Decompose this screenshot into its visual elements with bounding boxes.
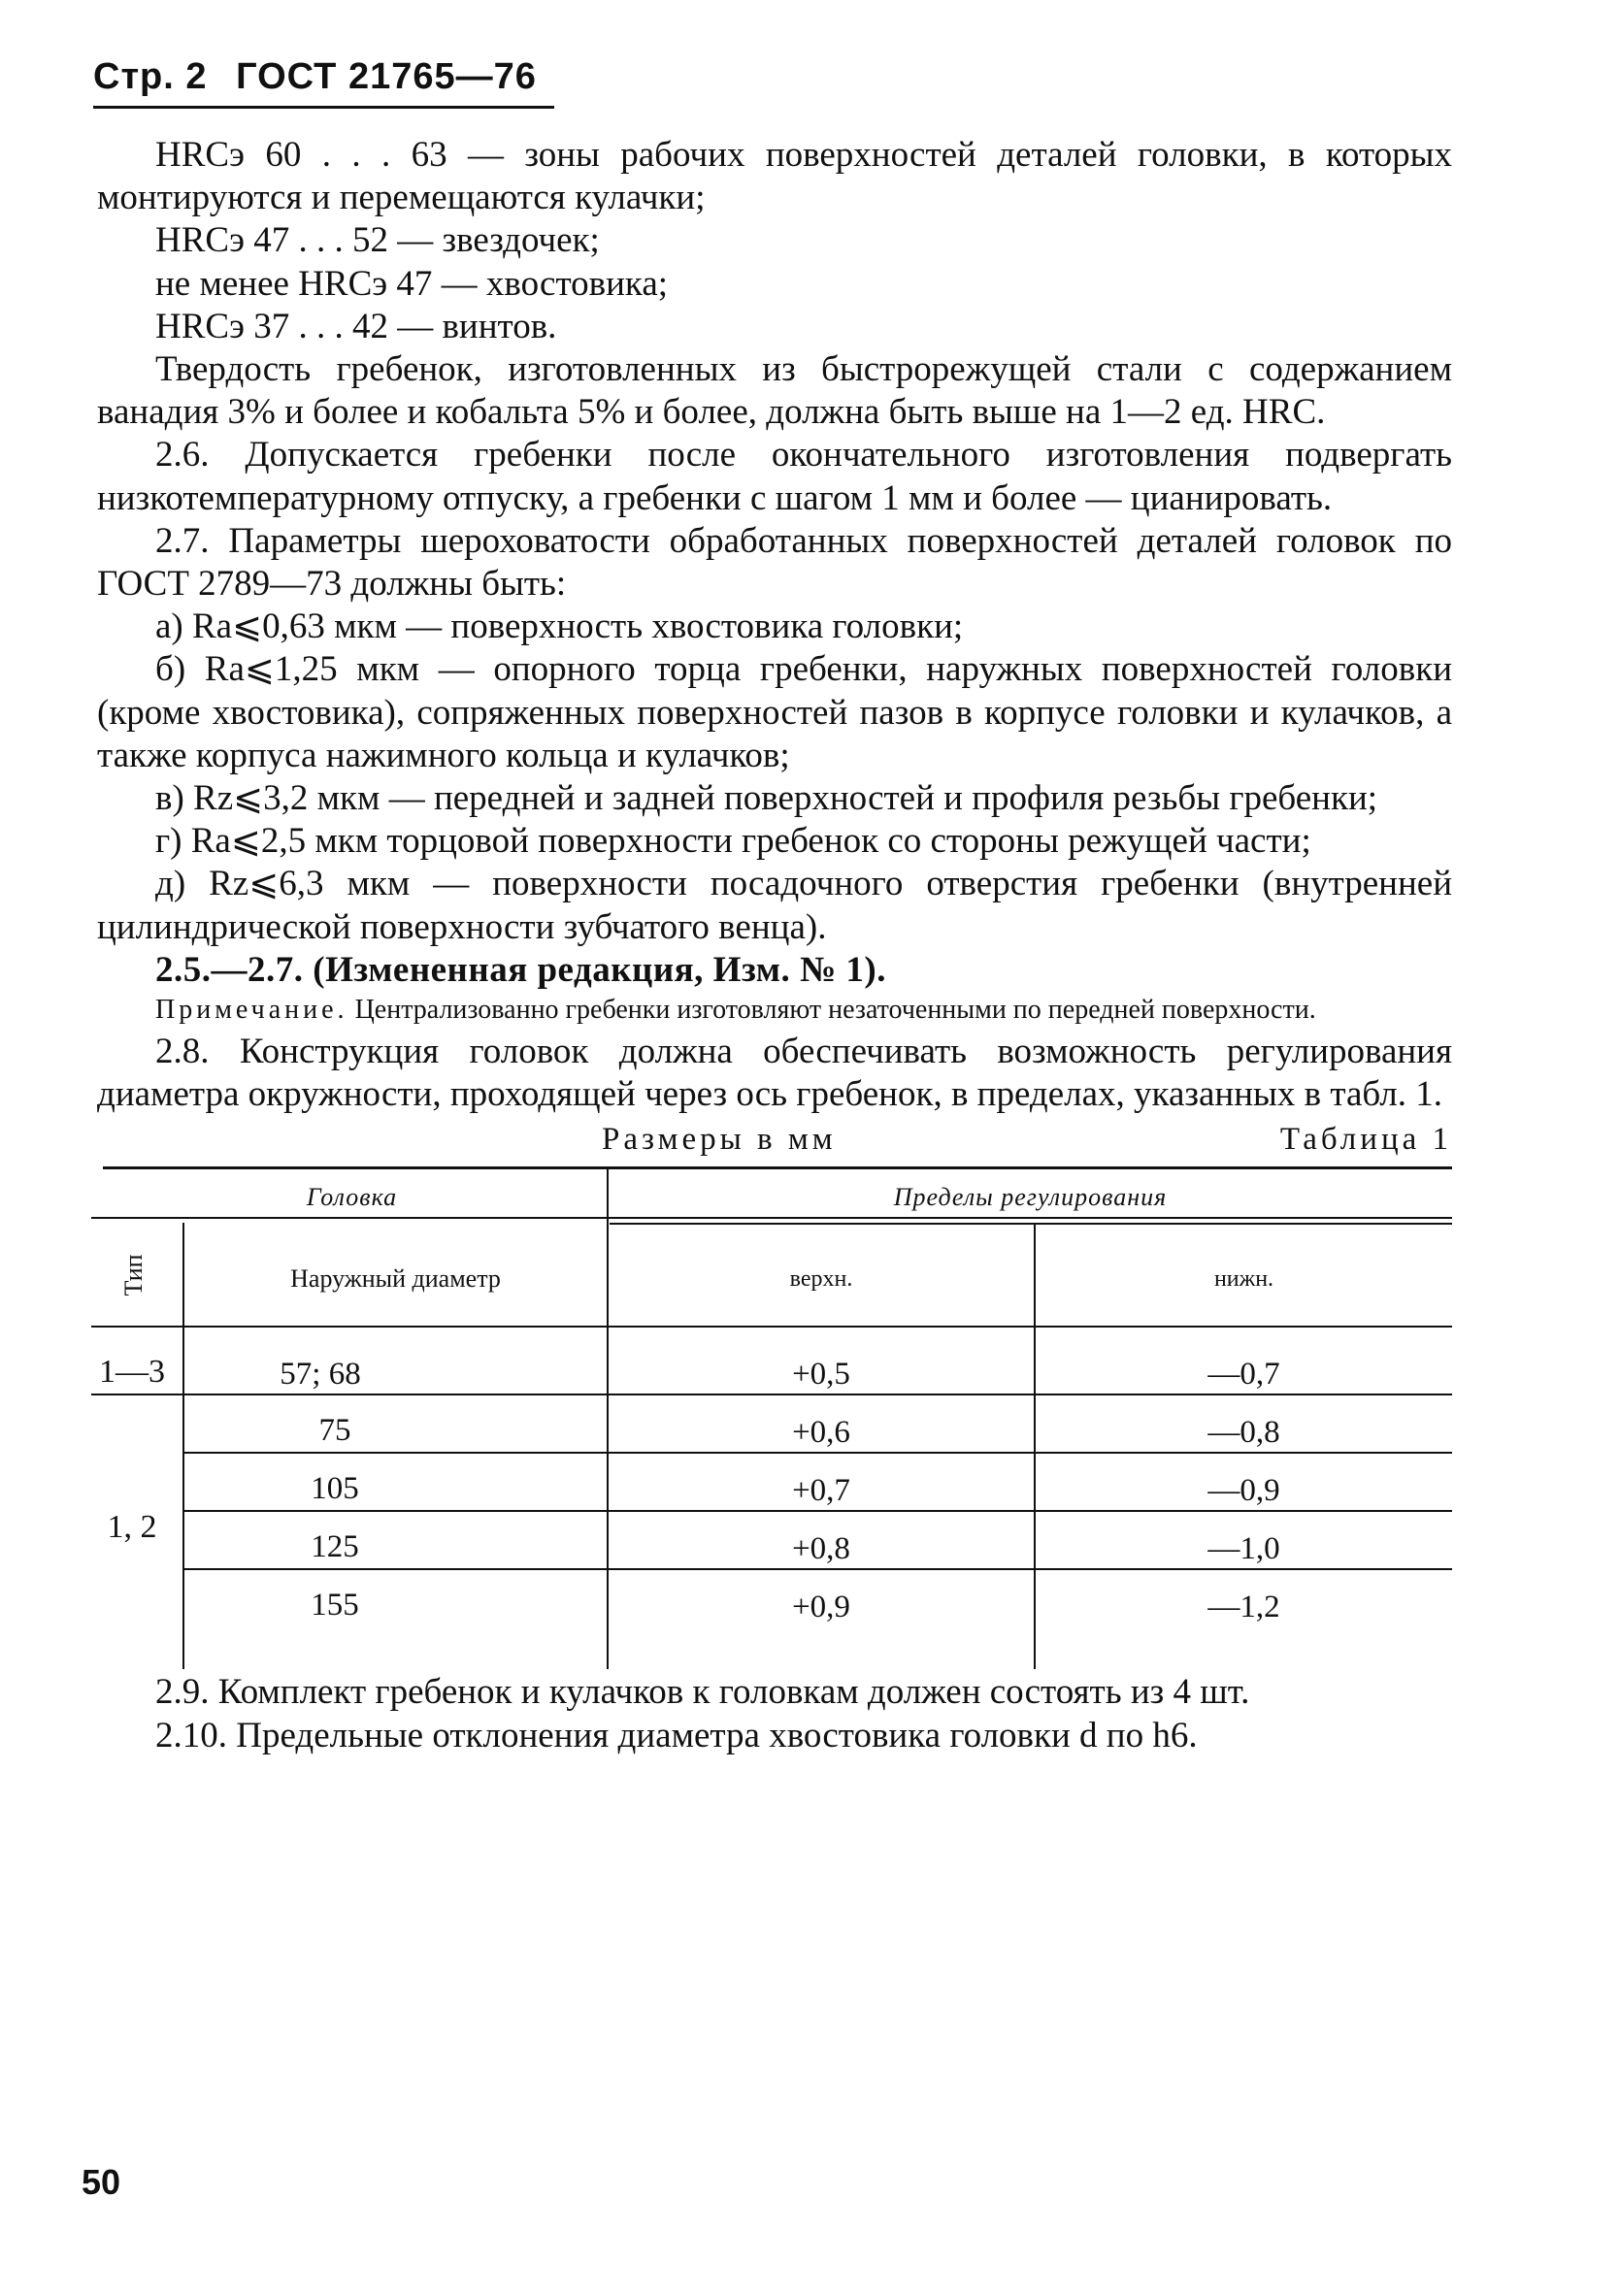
- hardness-line-2: HRCэ 47 . . . 52 — звездочек;: [155, 220, 600, 261]
- table-row-upper: +0,9: [792, 1590, 850, 1625]
- hardness-line-1: HRCэ 60 . . . 63 — зоны рабочих поверхностей деталей головки, в которых монтируются и перемещаются кулачки;: [97, 135, 1452, 218]
- clause-2-9: 2.9. Комплект гребенок и кулачков к головкам должен состоять из 4 шт.: [155, 1672, 1250, 1713]
- table-row: 155: [311, 1588, 359, 1624]
- clause-2-8: 2.8. Конструкция головок должна обеспечивать возможность регулирования диаметра окружности, проходящей через ось гребенок, в пределах, указанных в табл. 1.: [97, 1032, 1452, 1115]
- table-row-lower: —0,9: [1207, 1473, 1280, 1509]
- standard-number: ГОСТ 21765—76: [236, 56, 537, 97]
- table-top-rule: [103, 1166, 1452, 1169]
- header-group-head: Головка: [306, 1183, 398, 1212]
- type-cell-a: 1—3: [99, 1354, 165, 1391]
- note-text: Централизованно гребенки изготовляют незаточенными по передней поверхности.: [354, 995, 1316, 1026]
- header-type: Тип: [119, 1254, 148, 1296]
- table-row: 105: [311, 1471, 359, 1507]
- table-row-lower: —1,0: [1207, 1531, 1280, 1567]
- page-header: [93, 56, 554, 109]
- item-g: г) Ra⩽2,5 мкм торцовой поверхности гребенок со стороны режущей части;: [155, 821, 1311, 862]
- table-units: Размеры в мм: [602, 1122, 837, 1158]
- clause-2-7: 2.7. Параметры шероховатости обработанных поверхностей деталей головок по ГОСТ 2789—73 должны быть:: [97, 520, 1452, 605]
- item-a: а) Ra⩽0,63 мкм — поверхность хвостовика головки;: [155, 607, 964, 647]
- note: [97, 994, 1452, 1027]
- table-1: [97, 1166, 1452, 1671]
- table-caption: [97, 1118, 1452, 1161]
- type-row-rule: [91, 1394, 182, 1395]
- header-group-limits: Пределы регулирования: [893, 1183, 1168, 1212]
- table-row: 125: [311, 1529, 359, 1565]
- page-label: Стр. 2: [93, 56, 208, 97]
- type-cell-b: 1, 2: [107, 1509, 157, 1546]
- table-header-rule-3: [91, 1326, 1452, 1328]
- paragraph-hardness: Твердость гребенок, изготовленных из быстрорежущей стали с содержанием ванадия 3% и более и кобальта 5% и более, должна быть выше на 1—2 ед. HRC.: [97, 349, 1452, 433]
- clause-2-6: 2.6. Допускается гребенки после окончательного изготовления подвергать низкотемпературному отпуску, а гребенки с шагом 1 мм и более — цианировать.: [97, 435, 1452, 518]
- item-b: б) Ra⩽1,25 мкм — опорного торца гребенки, наружных поверхностей головки (кроме хвостовика), сопряженных поверхностей пазов в корпусе головки и кулачков, а также корпуса нажимного кольца и кулачков;: [97, 649, 1452, 775]
- header-upper: верхн.: [789, 1266, 853, 1293]
- clause-2-10: 2.10. Предельные отклонения диаметра хвостовика головки d по h6.: [155, 1715, 1198, 1755]
- table-row-upper: +0,8: [792, 1531, 850, 1567]
- table-row-lower: —0,7: [1207, 1357, 1280, 1393]
- item-d: д) Rz⩽6,3 мкм — поверхности посадочного отверстия гребенки (внутренней цилиндрической поверхности зубчатого венца).: [97, 864, 1452, 947]
- table-row-upper: +0,6: [792, 1415, 850, 1451]
- table-number: Таблица 1: [1279, 1122, 1452, 1158]
- amendment-note: 2.5.—2.7. (Измененная редакция, Изм. № 1).: [155, 949, 886, 990]
- item-v: в) Rz⩽3,2 мкм — передней и задней поверхностей и профиля резьбы гребенки;: [155, 778, 1378, 819]
- header-lower: нижн.: [1213, 1266, 1274, 1293]
- hardness-line-3: не менее HRCэ 47 — хвостовика;: [155, 263, 669, 304]
- table-header-rule-2: [610, 1223, 1452, 1225]
- document-body: [97, 134, 1452, 1757]
- table-row-lower: —1,2: [1207, 1590, 1280, 1625]
- table-row: 57; 68: [280, 1357, 361, 1393]
- page-number: 50: [82, 2162, 121, 2202]
- table-row-upper: +0,7: [792, 1473, 850, 1509]
- note-label: Примечание.: [155, 995, 348, 1026]
- table-row: 75: [318, 1413, 351, 1449]
- hardness-line-4: HRCэ 37 . . . 42 — винтов.: [155, 306, 557, 346]
- table-row-lower: —0,8: [1207, 1415, 1280, 1451]
- header-diameter: Наружный диаметр: [290, 1264, 501, 1294]
- table-row-upper: +0,5: [792, 1357, 850, 1393]
